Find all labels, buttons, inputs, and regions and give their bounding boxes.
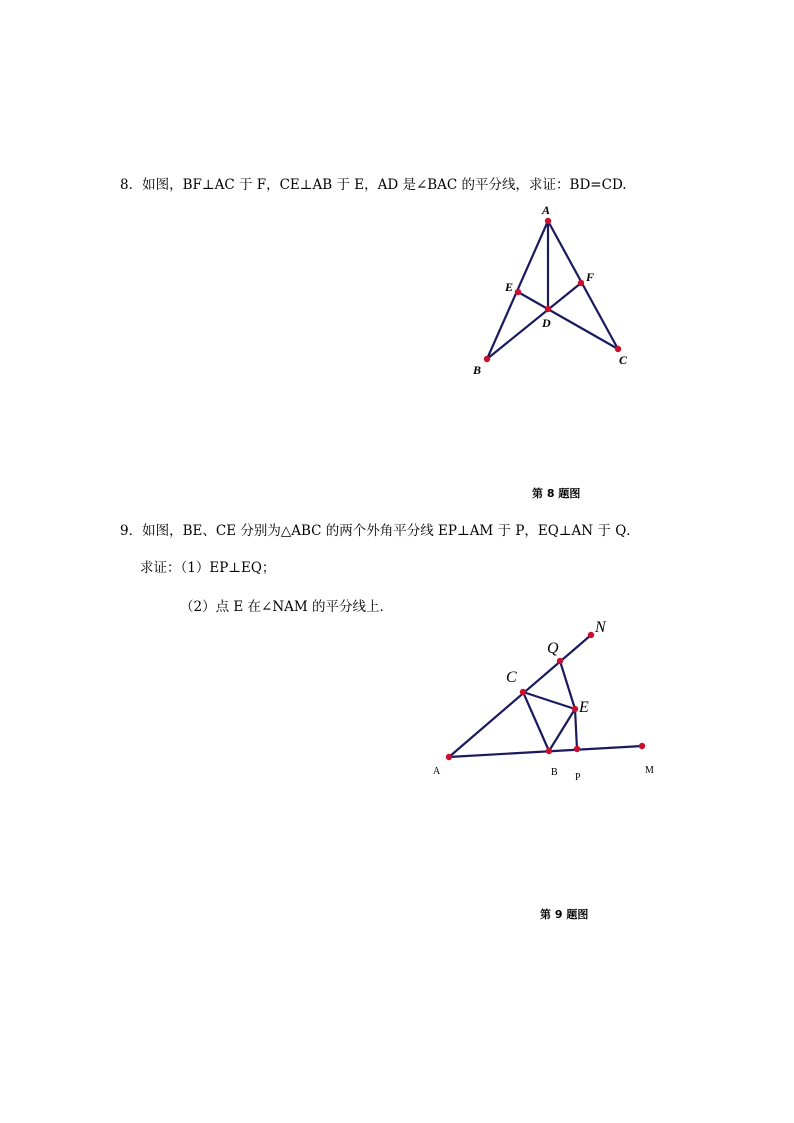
fig9-label-n: N bbox=[595, 619, 606, 636]
q8-text: 8．如图，BF⊥AC 于 F，CE⊥AB 于 E，AD 是∠BAC 的平分线，求证：BD=CD. bbox=[120, 177, 627, 193]
fig9-point-e bbox=[572, 706, 578, 712]
fig8-label-b: B bbox=[473, 363, 482, 377]
fig8-label-d: D bbox=[542, 316, 551, 330]
fig8-label-f: F bbox=[586, 270, 595, 284]
fig9-point-m bbox=[639, 743, 645, 749]
fig9-label-m: M bbox=[645, 765, 654, 776]
fig9-seg-ce bbox=[523, 692, 575, 709]
fig9-label-p: P bbox=[575, 772, 581, 783]
q8-caption: 第 8 题图 bbox=[532, 487, 581, 500]
fig9-label-e: E bbox=[579, 699, 589, 716]
fig9-seg-an bbox=[449, 635, 591, 757]
q9-part2: （2）点 E 在∠NAM 的平分线上． bbox=[180, 599, 394, 615]
fig9-point-n bbox=[588, 632, 594, 638]
fig9-point-b bbox=[546, 748, 552, 754]
fig9-point-c bbox=[520, 689, 526, 695]
fig9-label-b: B bbox=[551, 767, 558, 778]
fig8-label-a: A bbox=[542, 203, 551, 217]
fig9-seg-be bbox=[549, 709, 575, 751]
q9-caption: 第 9 题图 bbox=[540, 908, 589, 921]
fig9-seg-eq bbox=[560, 661, 575, 709]
q9-prove: 求证：（1）EP⊥EQ； bbox=[140, 560, 276, 576]
fig9-point-p bbox=[574, 746, 580, 752]
fig9-label-a: A bbox=[433, 766, 441, 777]
fig9-point-a bbox=[446, 754, 452, 760]
fig9-label-q: Q bbox=[547, 640, 559, 657]
q9-text: 9．如图，BE、CE 分别为△ABC 的两个外角平分线 EP⊥AM 于 P，EQ⊥AN 于 Q． bbox=[120, 523, 640, 539]
fig9-label-c: C bbox=[506, 669, 517, 686]
fig9-seg-cb bbox=[523, 692, 549, 751]
fig9-point-q bbox=[557, 658, 563, 664]
fig8-label-c: C bbox=[619, 353, 628, 367]
fig8-label-e: E bbox=[505, 280, 514, 294]
fig9-seg-am bbox=[449, 746, 642, 757]
fig9-seg-ep bbox=[575, 709, 577, 749]
fig9-segments bbox=[449, 635, 642, 757]
